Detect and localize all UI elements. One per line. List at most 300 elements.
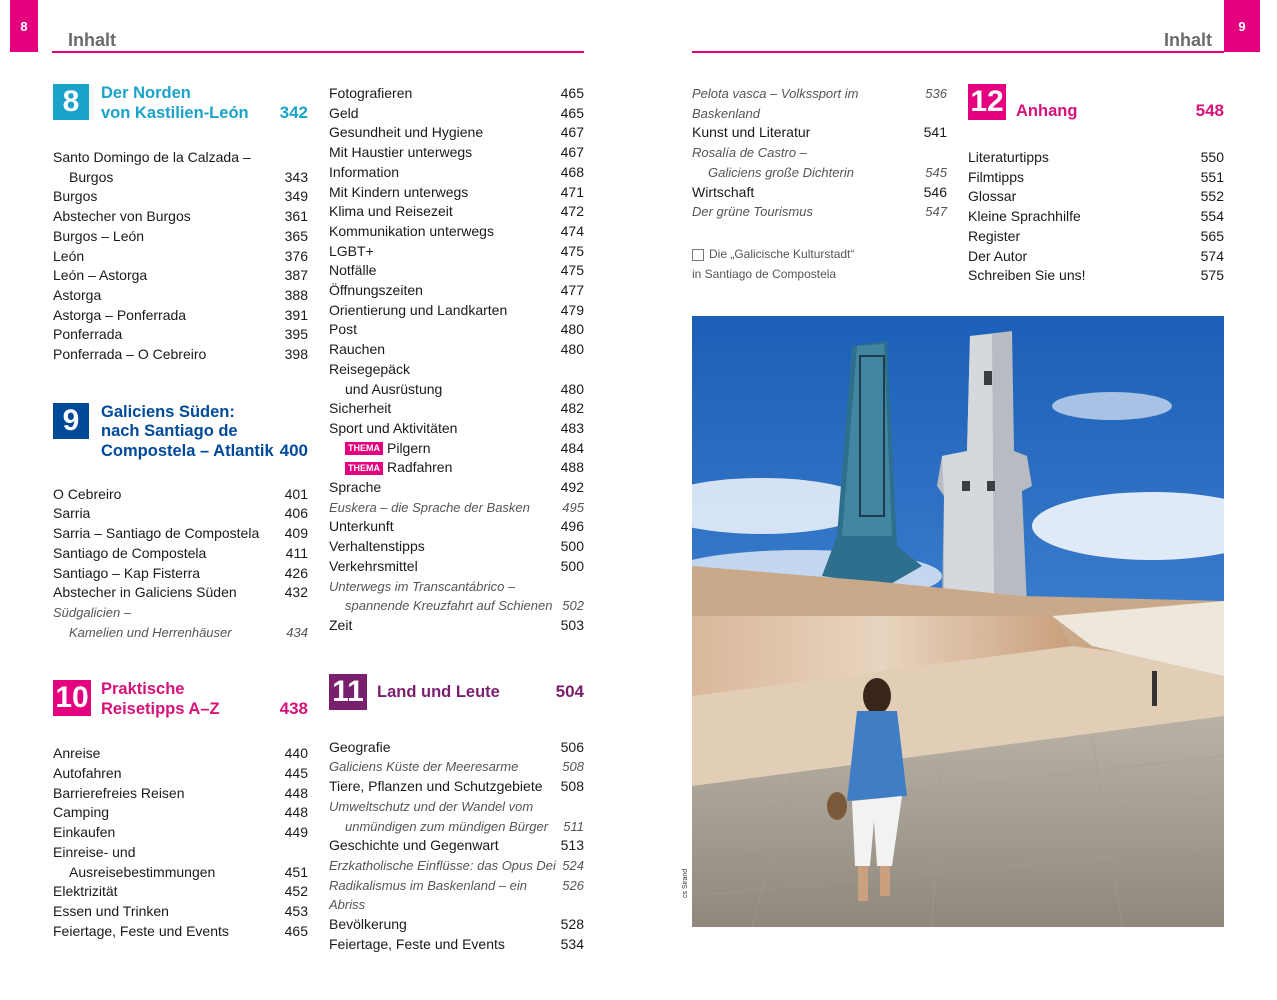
toc-entry-page: 508 [560,778,584,795]
toc-entry-text: Mit Kindern unterwegs [329,183,469,200]
toc-entry[interactable] [53,266,308,286]
toc-entry-page: 411 [285,544,308,561]
toc-entry[interactable] [53,524,308,544]
toc-entry[interactable] [53,345,308,365]
toc-entry-title [329,261,376,281]
toc-entry-text: Elektrizität [53,883,118,900]
toc-entry[interactable] [968,207,1224,227]
toc-entry-page: 453 [284,902,308,919]
toc-entry-page: 467 [560,144,584,161]
toc-entry[interactable] [329,222,584,242]
toc-entry-text: Fotografieren [329,85,413,101]
toc-entry-page: 554 [1200,208,1224,225]
chapter-10-badge: 10 [53,680,91,716]
toc-entry-title [329,738,390,758]
toc-entry-text: Bevölkerung [329,916,407,933]
toc-entry[interactable] [329,84,584,104]
toc-entry-text: Feiertage, Feste und Events [53,922,229,939]
toc-entry-text: Galiciens Küste der Meeresarme [329,759,519,775]
chapter-11-entries [329,738,584,955]
chapter-9-title: Galiciens Süden: nach Santiago de Compostela – Atlantik [101,402,274,460]
toc-entry-text: Abstecher in Galiciens Süden [53,584,237,601]
toc-entry-page: 513 [560,837,584,854]
toc-entry-text: Sprache [329,479,382,496]
toc-entry-text: Kamelien und Herrenhäuser [69,624,232,640]
toc-entry[interactable] [329,738,584,758]
toc-entry[interactable] [692,202,947,222]
toc-entry-text: Rauchen [329,341,386,358]
toc-entry-title [53,187,97,207]
toc-entry[interactable] [53,286,308,306]
chapter-11-page: 504 [555,681,584,701]
toc-entry[interactable] [329,478,584,498]
toc-entry[interactable] [53,823,308,843]
practical-tips-entries [329,84,584,636]
toc-entry-page: 536 [925,86,947,101]
toc-entry-page: 524 [562,857,584,873]
toc-entry-text: Astorga [53,286,102,303]
chapter-12-heading[interactable] [968,84,1224,134]
toc-entry-text: Autofahren [53,765,122,782]
toc-entry-title [329,458,452,478]
toc-entry-text: Geld [329,104,359,121]
toc-entry[interactable] [692,143,947,163]
toc-entry[interactable] [329,340,584,360]
toc-entry-title [329,817,548,837]
toc-entry[interactable] [53,744,308,764]
toc-entry[interactable] [329,935,584,955]
toc-entry[interactable] [329,281,584,301]
toc-entry[interactable] [53,623,308,643]
toc-entry-text: Tiere, Pflanzen und Schutzgebiete [329,778,543,795]
toc-entry-page: 575 [1200,267,1224,284]
toc-entry-page: 550 [1200,149,1224,165]
toc-entry[interactable] [53,603,308,623]
toc-entry[interactable] [329,143,584,163]
toc-entry-text: Gesundheit und Hygiene [329,124,484,141]
toc-entry-page: 440 [284,745,308,762]
toc-entry-text: Radikalismus im Baskenland – ein Abriss [329,877,527,913]
toc-entry-title [329,301,507,321]
toc-entry-text: Camping [53,804,110,821]
toc-entry-page: 471 [560,183,584,200]
toc-entry-page: 365 [284,227,308,244]
toc-entry[interactable] [53,902,308,922]
toc-entry[interactable] [692,183,947,203]
toc-entry[interactable] [329,616,584,636]
toc-entry-title [53,286,101,306]
toc-entry-title [329,380,442,400]
toc-entry[interactable] [53,882,308,902]
toc-entry[interactable] [329,261,584,281]
toc-entry[interactable] [329,202,584,222]
toc-entry[interactable] [329,836,584,856]
toc-entry-text: Erzkatholische Einflüsse: das Opus Dei [329,857,556,873]
toc-entry[interactable] [329,557,584,577]
toc-entry-text: O Cebreiro [53,485,122,502]
toc-entry-text: Umweltschutz und der Wandel vom [329,798,534,814]
toc-entry-title [329,419,457,439]
toc-entry-title [53,863,215,883]
toc-entry[interactable] [968,247,1224,267]
toc-entry-page: 511 [563,818,584,834]
chapter-12-badge: 12 [968,84,1006,120]
toc-entry[interactable] [53,803,308,823]
toc-entry[interactable] [53,168,308,188]
toc-entry[interactable] [53,922,308,942]
toc-entry-page: 395 [284,326,308,343]
toc-entry-page: 495 [562,499,584,515]
toc-entry-text: Mit Haustier unterwegs [329,144,473,161]
toc-entry[interactable] [53,863,308,883]
toc-entry[interactable] [329,915,584,935]
toc-entry-title [329,123,483,143]
toc-entry[interactable] [329,399,584,419]
toc-entry-title [53,803,109,823]
toc-entry[interactable] [692,123,947,143]
toc-entry-page: 451 [284,863,308,880]
toc-entry[interactable] [53,325,308,345]
toc-entry-page: 479 [560,301,584,318]
toc-entry[interactable] [329,419,584,439]
toc-entry-page: 448 [284,804,308,821]
toc-entry-page: 465 [560,85,584,101]
chapter-10-heading[interactable] [53,680,308,730]
toc-entry-page: 434 [286,624,308,640]
toc-entry-title [329,836,499,856]
toc-entry-title [968,168,1024,188]
toc-entry-page: 426 [284,564,308,581]
toc-entry-title [329,163,399,183]
toc-entry-title [53,843,136,863]
photo-caption: Die „Galicische Kulturstadt“ in Santiago de Compostela [692,247,855,281]
toc-entry-title [692,163,854,183]
toc-entry[interactable] [329,360,584,380]
toc-entry-text: León [53,247,85,264]
toc-entry-page: 503 [560,616,584,633]
photo-caption-icon [692,249,704,261]
toc-entry-title [692,202,813,222]
toc-entry-text: Abstecher von Burgos [53,208,191,225]
toc-entry-title [329,439,431,459]
toc-entry-title [968,187,1016,207]
toc-entry-title [329,876,562,915]
chapter-8-heading[interactable] [53,84,308,134]
toc-entry-title [329,320,357,340]
toc-entry-text: Der Autor [968,247,1028,264]
toc-entry-page: 361 [284,208,308,225]
toc-entry-title [53,227,144,247]
toc-entry-text: Rosalía de Castro – [692,145,807,161]
toc-entry-page: 526 [562,877,584,893]
toc-entry-text: Ponferrada – O Cebreiro [53,346,207,363]
toc-entry-title [329,104,359,124]
toc-entry-page: 534 [560,935,584,952]
toc-entry-title [329,242,374,262]
toc-entry-title [329,399,391,419]
toc-entry[interactable] [329,498,584,518]
toc-entry[interactable] [53,227,308,247]
toc-entry-text: Klima und Reisezeit [329,203,453,220]
toc-entry-page: 445 [284,765,308,782]
toc-entry[interactable] [329,104,584,124]
chapter-9-badge: 9 [53,403,89,439]
toc-entry-text: Burgos – León [53,227,145,244]
toc-entry[interactable] [329,183,584,203]
toc-entry[interactable] [329,876,584,915]
toc-entry-text: Santiago de Compostela [53,544,207,561]
toc-entry-page: 475 [560,262,584,279]
header-title-right: Inhalt [1164,30,1212,50]
toc-entry-page: 552 [1200,188,1224,205]
toc-entry-text: Reisegepäck [329,360,410,377]
toc-entry-text: Sport und Aktivitäten [329,419,458,436]
toc-entry-page: 484 [560,439,584,456]
toc-entry-title [53,524,259,544]
toc-entry-title [53,306,186,326]
toc-entry-title [329,478,381,498]
chapter-9-heading[interactable] [53,403,308,469]
toc-entry-text: Südgalicien – [53,604,132,620]
chapter-9-entries [53,485,308,643]
toc-entry-page: 541 [923,124,947,141]
toc-entry-page: 480 [560,380,584,397]
toc-entry[interactable] [53,187,308,207]
toc-entry[interactable] [53,784,308,804]
toc-entry[interactable] [329,797,584,817]
toc-entry[interactable] [329,596,584,616]
toc-entry-text: Kommunikation unterwegs [329,222,494,239]
toc-entry-title [53,544,206,564]
toc-entry-text: Post [329,321,358,338]
toc-entry-page: 448 [284,784,308,801]
toc-entry-text: Der grüne Tourismus [692,204,813,220]
toc-entry-text: LGBT+ [329,242,374,259]
chapter-12-title: Anhang [1016,102,1078,120]
toc-entry-title [53,564,200,584]
toc-entry[interactable] [53,564,308,584]
toc-entry-title [53,168,113,188]
toc-entry-title [968,247,1027,267]
toc-entry-title [53,325,122,345]
toc-entry-page: 492 [560,479,584,496]
toc-entry[interactable] [53,583,308,603]
toc-entry-title [53,744,100,764]
toc-entry-text: Verhaltenstipps [329,538,425,555]
toc-entry[interactable] [968,148,1224,168]
toc-entry-text: Pelota vasca – Volkssport im Baskenland [692,86,859,121]
toc-entry-text: Anreise [53,745,101,762]
chapter-9-page: 400 [279,440,308,460]
toc-entry[interactable] [692,163,947,183]
toc-entry-page: 452 [284,883,308,900]
toc-entry[interactable] [968,227,1224,247]
toc-entry-text: Literaturtipps [968,149,1049,165]
toc-entry-text: Radfahren [387,459,453,476]
toc-entry-title [53,784,185,804]
toc-entry[interactable] [53,148,308,168]
toc-entry[interactable] [53,306,308,326]
toc-entry-page: 528 [560,916,584,933]
toc-column-1 [53,84,308,941]
toc-entry[interactable] [329,123,584,143]
toc-entry[interactable] [329,380,584,400]
chapter-8-badge: 8 [53,84,89,120]
toc-entry[interactable] [53,544,308,564]
toc-entry-text: Barrierefreies Reisen [53,784,185,801]
toc-entry-text: spannende Kreuzfahrt auf Schienen [345,598,553,614]
toc-entry-title [692,143,807,163]
chapter-12-page: 548 [1195,101,1224,120]
toc-entry-text: Burgos [69,168,114,185]
toc-entry-page: 467 [560,124,584,141]
toc-entry-text: Astorga – Ponferrada [53,306,187,323]
toc-entry[interactable] [968,187,1224,207]
toc-entry-title [329,537,425,557]
chapter-11-heading[interactable] [329,674,584,724]
toc-entry-text: Notfälle [329,262,377,279]
toc-entry[interactable] [329,458,584,478]
toc-entry-title [329,557,418,577]
toc-entry[interactable] [329,439,584,459]
toc-entry[interactable] [329,163,584,183]
toc-entry-page: 388 [284,286,308,303]
toc-entry-title [53,603,131,623]
toc-entry-text: Einkaufen [53,824,116,841]
toc-entry[interactable] [329,777,584,797]
toc-entry[interactable] [53,207,308,227]
toc-entry-text: unmündigen zum mündigen Bürger [345,818,549,834]
toc-entry-text: Galiciens große Dichterin [708,164,854,180]
toc-entry[interactable] [329,577,584,597]
toc-entry[interactable] [692,84,947,123]
toc-entry-page: 496 [560,518,584,535]
toc-entry[interactable] [53,843,308,863]
toc-entry-page: 500 [560,538,584,555]
toc-entry-page: 547 [925,204,947,220]
chapter-10-title: Praktische Reisetipps A–Z [101,680,220,718]
toc-entry-text: Unterkunft [329,518,394,535]
toc-entry-title [53,266,147,286]
toc-entry-title [329,757,518,777]
toc-entry-title [53,882,118,902]
chapter-10-page: 438 [279,699,308,719]
toc-entry-title [968,266,1086,286]
toc-entry-page: 508 [562,759,584,775]
chapter-12-entries [968,148,1224,286]
toc-entry[interactable] [968,168,1224,188]
toc-entry-title [968,207,1081,227]
toc-entry-text: Santo Domingo de la Calzada – [53,149,251,165]
toc-entry[interactable] [53,247,308,267]
toc-entry[interactable] [329,856,584,876]
toc-entry-page: 488 [560,459,584,476]
toc-entry-title [329,856,556,876]
toc-entry-text: Ponferrada [53,326,123,343]
toc-entry-text: und Ausrüstung [345,380,443,397]
toc-entry[interactable] [53,764,308,784]
toc-entry-text: León – Astorga [53,267,148,284]
toc-entry-title [329,202,453,222]
toc-entry-text: Sarria – Santiago de Compostela [53,525,260,542]
toc-entry[interactable] [329,537,584,557]
toc-entry-page: 449 [284,824,308,841]
header-rule-left [52,51,584,53]
cultural-city-photo [692,316,1224,927]
toc-entry-text: Filmtipps [968,168,1025,185]
toc-entry-title [329,222,494,242]
toc-entry[interactable] [968,266,1224,286]
photo-illustration [692,316,1224,927]
toc-entry-title [329,183,468,203]
toc-entry-text: Glossar [968,188,1017,205]
toc-entry-page: 343 [284,168,308,185]
toc-entry-page: 502 [562,598,584,614]
land-people-entries [692,84,947,222]
toc-entry-page: 565 [1200,227,1224,244]
toc-entry-text: Wirtschaft [692,183,755,200]
toc-entry-page: 387 [284,267,308,284]
toc-entry-page: 432 [284,584,308,601]
toc-entry-title [53,823,115,843]
toc-entry-title [968,148,1049,168]
toc-entry-text: Schreiben Sie uns! [968,267,1086,284]
toc-entry[interactable] [329,242,584,262]
toc-entry[interactable] [53,504,308,524]
toc-entry-title [329,577,515,597]
chapter-11-title: Land und Leute [377,682,500,701]
toc-entry-text: Euskera – die Sprache der Basken [329,499,530,515]
toc-entry[interactable] [329,757,584,777]
toc-entry-page: 409 [284,525,308,542]
toc-entry-page: 545 [925,164,947,180]
header-title-left: Inhalt [68,30,116,50]
toc-entry-text: Kleine Sprachhilfe [968,208,1081,225]
toc-entry-page: 475 [560,242,584,259]
toc-entry-title [53,902,169,922]
toc-entry-text: Sarria [53,505,91,522]
toc-entry[interactable] [329,517,584,537]
toc-entry-title [329,616,352,636]
toc-entry-page: 480 [560,321,584,338]
toc-entry[interactable] [329,301,584,321]
chapter-10-entries [53,744,308,941]
toc-entry-title [53,764,122,784]
toc-entry-page: 376 [284,247,308,264]
toc-entry[interactable] [329,817,584,837]
toc-entry-title [692,84,925,123]
toc-entry-page: 468 [560,163,584,180]
toc-entry-title [329,596,552,616]
toc-entry-text: Öffnungszeiten [329,282,423,299]
toc-entry-title [329,84,412,104]
toc-column-2 [329,84,584,954]
toc-entry[interactable] [53,485,308,505]
chapter-8-page: 342 [279,103,308,122]
header-rule-right [692,51,1224,53]
chapter-8-entries [53,148,308,365]
toc-entry-text: Feiertage, Feste und Events [329,935,505,952]
toc-entry[interactable] [329,320,584,340]
toc-entry-title [53,207,191,227]
toc-entry-page: 406 [284,505,308,522]
toc-entry-title [329,517,394,537]
toc-column-4 [968,84,1224,286]
chapter-11-badge: 11 [329,674,367,710]
toc-entry-title [53,623,232,643]
toc-entry-title [692,123,810,143]
toc-column-3 [692,84,947,222]
